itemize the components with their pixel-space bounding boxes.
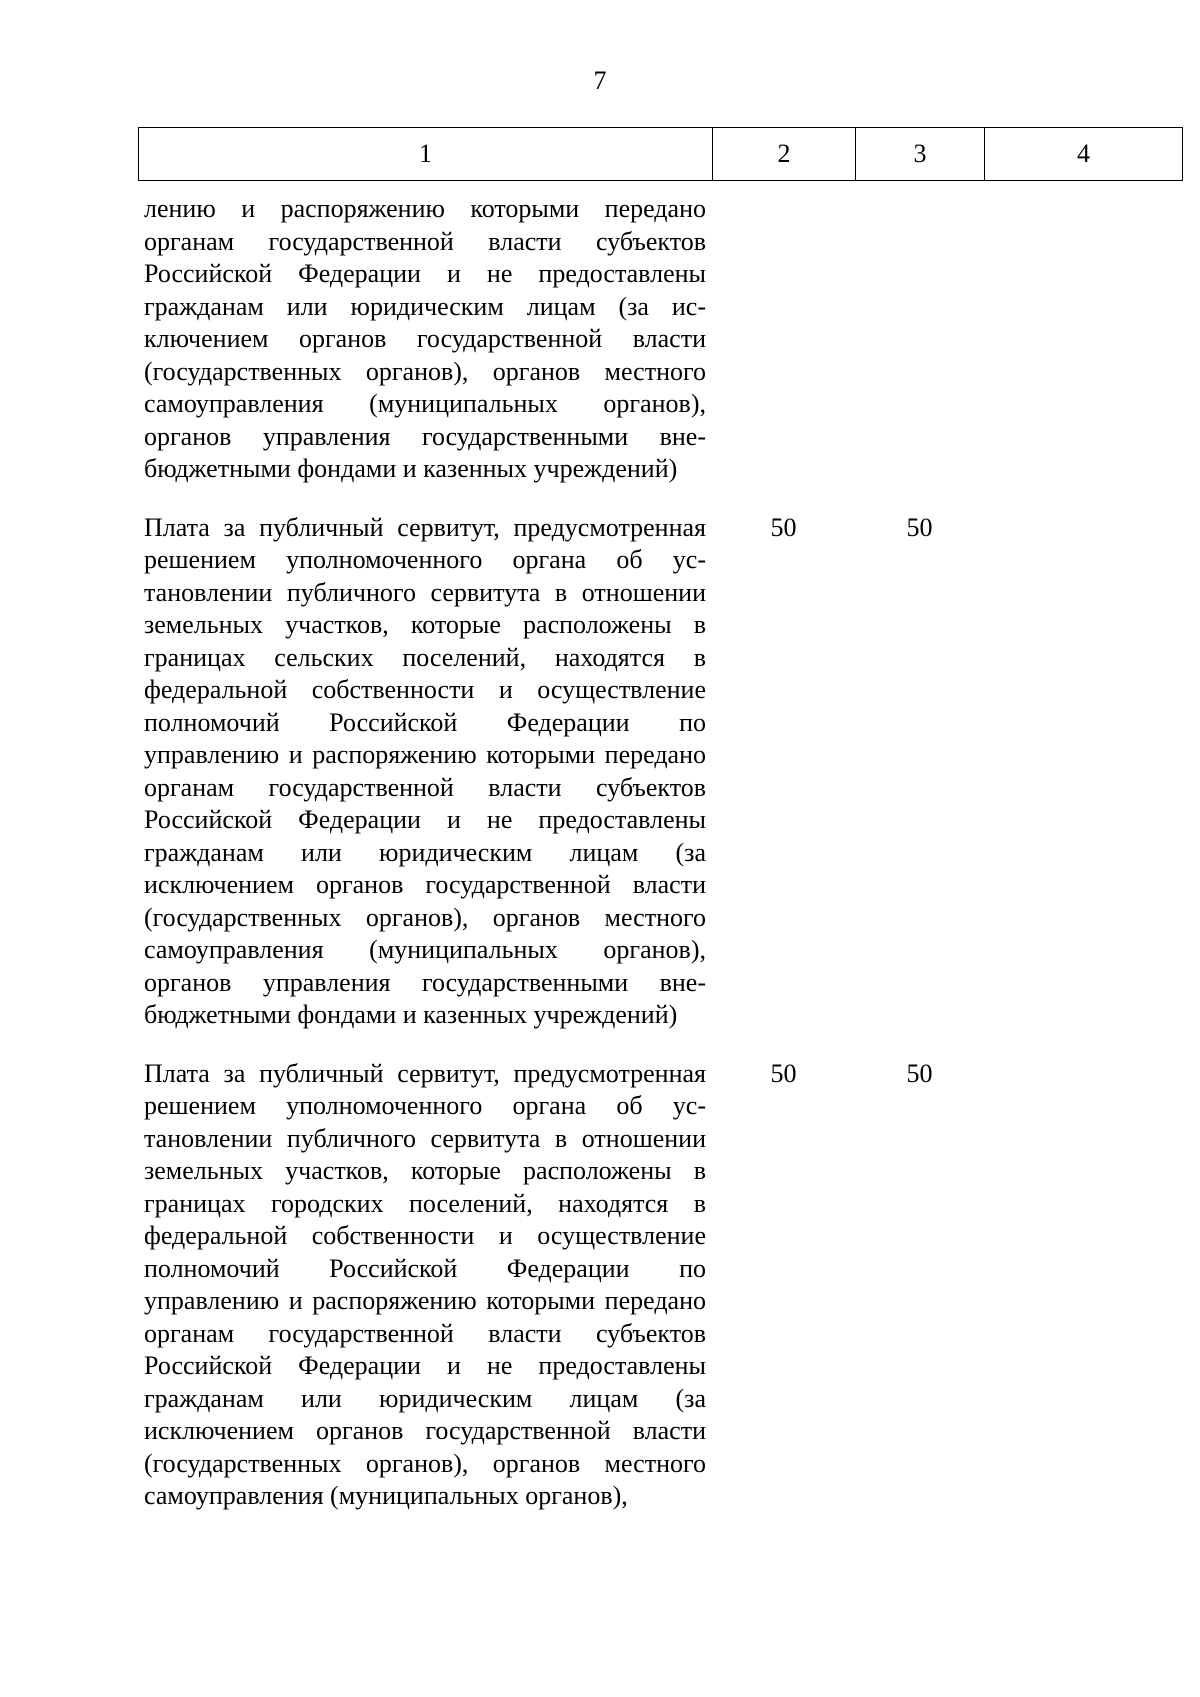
row-value-col3: 50 [906, 512, 933, 542]
column-header-row [139, 128, 1183, 181]
page-number: 7 [593, 66, 607, 95]
table-body [138, 193, 1182, 1513]
table-row [138, 193, 1182, 486]
column-header-2: 2 [713, 128, 856, 181]
row-value-col2: 50 [770, 1058, 797, 1088]
column-header-table [138, 127, 1183, 181]
row-description: лению и распоряжению которыми передано органам государственной власти субъектов Российской Федерации и не предоставлены гражданам или юридическим лицам (за исключением органов государственной власти (государственных органов), органов местного самоуправления (муниципальных органов), органов управления государственными внебюджетными фондами и казенных учреждений) [144, 194, 706, 483]
column-header-4: 4 [985, 128, 1183, 181]
column-header-1: 1 [139, 128, 713, 181]
row-value-col2: 50 [770, 512, 797, 542]
table-row [138, 1058, 1182, 1513]
row-description: Плата за публичный сервитут, предусмотренная решением уполномоченного органа об установлении публичного сервитута в отношении земельных участков, которые расположены в границах городских поселений, находятся в федеральной собственности и осуществление полномочий Российской Федерации по управлению и распоряжению которыми передано органам государственной власти субъектов Российской Федерации и не предоставлены гражданам или юридическим лицам (за исключением органов государственной власти (государственных органов), органов местного самоуправления (муниципальных органов), [144, 1058, 706, 1510]
row-value-col3: 50 [906, 1058, 933, 1088]
row-description: Плата за публичный сервитут, предусмотренная решением уполномоченного органа об установлении публичного сервитута в отношении земельных участков, которые расположены в границах сельских поселений, находятся в федеральной собственности и осуществление полномочий Российской Федерации по управлению и распоряжению которыми передано органам государственной власти субъектов Российской Федерации и не предоставлены гражданам или юридическим лицам (за исключением органов государственной власти (государственных органов), органов местного самоуправления (муниципальных органов), органов управления государственными внебюджетными фондами и казенных учреждений) [144, 512, 706, 1029]
table-row [138, 512, 1182, 1032]
column-header-3: 3 [856, 128, 985, 181]
